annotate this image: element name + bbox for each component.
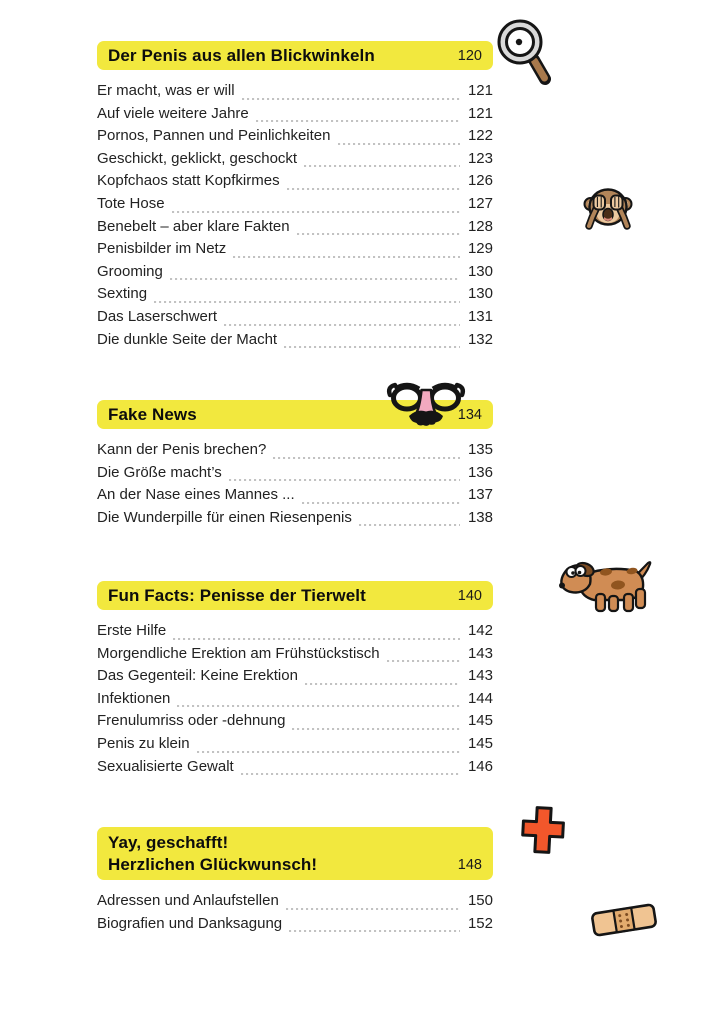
magnifying-glass-icon [496,16,551,86]
entry-label: Morgendliche Erektion am Frühstückstisch [97,644,380,662]
section-title [108,404,197,426]
dotted-leader [338,143,461,145]
entry-page-number: 121 [467,104,493,122]
section-page-number: 134 [457,406,482,423]
entry-page-number: 121 [467,82,493,99]
dotted-leader [224,324,460,326]
toc-entry[interactable] [97,82,493,105]
toc-entry[interactable] [97,218,493,241]
entry-page-number: 132 [467,330,493,348]
entry-page-number: 137 [467,486,493,504]
entry-page-number: 146 [467,757,493,775]
toc-entry[interactable] [97,509,493,532]
entry-page-number: 142 [467,622,493,639]
toc-entry[interactable] [97,263,493,286]
toc-entry[interactable] [97,622,493,645]
toc-entry[interactable] [97,892,493,915]
dotted-leader [229,479,460,481]
toc-entry[interactable] [97,645,493,668]
entry-page-number: 143 [467,644,493,662]
entry-label: Geschickt, geklickt, geschockt [97,149,298,167]
entry-label: Biografien und Danksagung [97,914,283,932]
toc-entry[interactable] [97,195,493,218]
entry-label: Penisbilder im Netz [97,240,227,258]
entry-page-number: 145 [467,734,493,752]
section-header[interactable] [97,581,493,610]
entry-page-number: 130 [467,262,493,280]
dotted-leader [241,773,460,775]
entry-page-number: 123 [467,149,493,167]
entry-label: Infektionen [97,689,171,707]
entry-page-number: 136 [467,463,493,481]
section-page-number: 120 [457,47,482,64]
entry-label: Tote Hose [97,194,165,212]
entry-label: Erste Hilfe [97,622,167,639]
entry-label: Pornos, Pannen und Peinlichkeiten [97,127,331,145]
section-title [108,585,366,607]
entry-page-number: 126 [467,172,493,190]
entry-list [97,622,493,780]
entry-label: Die dunkle Seite der Macht [97,330,278,348]
entry-page-number: 122 [467,127,493,145]
toc-entry[interactable] [97,127,493,150]
entry-label: Sexualisierte Gewalt [97,757,234,775]
dotted-leader [297,233,460,235]
entry-label: Das Gegenteil: Keine Erektion [97,667,298,685]
dotted-leader [256,120,460,122]
entry-page-number: 144 [467,689,493,707]
dotted-leader [177,705,460,707]
entry-page-number: 152 [467,914,493,932]
toc-section [97,41,493,353]
section-header[interactable] [97,41,493,70]
entry-label: Das Laserschwert [97,307,218,325]
entry-label: Benebelt – aber klare Fakten [97,217,290,235]
dotted-leader [305,683,460,685]
dotted-leader [233,256,460,258]
dotted-leader [387,660,460,662]
toc-entry[interactable] [97,735,493,758]
dotted-leader [173,638,460,640]
toc-entry[interactable] [97,308,493,331]
toc-entry[interactable] [97,441,493,464]
entry-list [97,892,493,937]
band-aid-icon [589,894,659,946]
toc-entry[interactable] [97,486,493,509]
entry-label: Kann der Penis brechen? [97,441,267,458]
entry-label: Frenulumriss oder -dehnung [97,712,286,730]
dotted-leader [172,211,460,213]
entry-label: Adressen und Anlaufstellen [97,892,279,909]
dachshund-dog-icon [556,554,656,616]
toc-entry[interactable] [97,150,493,173]
see-no-evil-monkey-icon [583,183,633,233]
toc-section [97,581,493,780]
first-aid-cross-icon [517,802,569,858]
entry-list [97,441,493,531]
toc-entry[interactable] [97,285,493,308]
toc-entry[interactable] [97,667,493,690]
section-title [108,832,317,875]
section-title-line: Fake News [108,404,197,424]
toc-entry[interactable] [97,331,493,354]
toc-entry[interactable] [97,690,493,713]
entry-label: Grooming [97,262,163,280]
dotted-leader [170,278,460,280]
entry-label: Die Wunderpille für einen Riesenpenis [97,508,352,526]
dotted-leader [292,728,460,730]
toc-entry[interactable] [97,464,493,487]
section-page-number: 148 [457,857,482,873]
section-header[interactable] [97,827,493,880]
entry-page-number: 130 [467,285,493,303]
entry-page-number: 135 [467,441,493,458]
entry-label: Kopfchaos statt Kopfkirmes [97,172,280,190]
entry-label: Auf viele weitere Jahre [97,104,249,122]
toc-entry[interactable] [97,240,493,263]
section-title [108,45,375,67]
entry-page-number: 127 [467,194,493,212]
dotted-leader [273,457,460,459]
dotted-leader [197,751,460,753]
section-title-line: Der Penis aus allen Blickwinkeln [108,45,375,65]
entry-page-number: 138 [467,508,493,526]
toc-entry[interactable] [97,758,493,781]
entry-list [97,82,493,353]
toc-entry[interactable] [97,915,493,938]
section-page-number: 140 [457,587,482,604]
entry-label: Die Größe macht’s [97,463,222,481]
dotted-leader [287,188,460,190]
toc-entry[interactable] [97,172,493,195]
entry-label: Sexting [97,285,148,303]
dotted-leader [289,930,460,932]
dotted-leader [286,908,460,910]
section-title-line: Yay, geschafft! [108,833,229,852]
entry-label: Penis zu klein [97,734,190,752]
dotted-leader [302,502,460,504]
section-title-line: Fun Facts: Penisse der Tierwelt [108,585,366,605]
dotted-leader [242,98,460,100]
entry-page-number: 143 [467,667,493,685]
dotted-leader [154,301,460,303]
entry-page-number: 150 [467,892,493,909]
dotted-leader [359,524,460,526]
dotted-leader [284,346,460,348]
dotted-leader [304,165,460,167]
toc-entry[interactable] [97,105,493,128]
entry-label: Er macht, was er will [97,82,235,99]
entry-page-number: 131 [467,307,493,325]
entry-page-number: 128 [467,217,493,235]
entry-page-number: 129 [467,240,493,258]
toc-section [97,827,493,937]
section-title-line: Herzlichen Glückwunsch! [108,854,318,874]
entry-page-number: 145 [467,712,493,730]
entry-label: An der Nase eines Mannes ... [97,486,295,504]
disguise-glasses-icon [386,377,466,429]
toc-entry[interactable] [97,712,493,735]
